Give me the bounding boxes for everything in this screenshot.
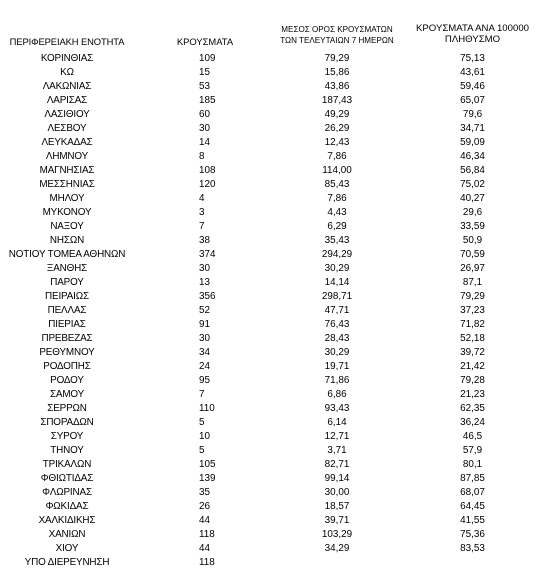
table-row [0, 388, 554, 402]
seven-day-average-cell: 93,43 [324, 403, 350, 414]
seven-day-average-cell: 4,43 [327, 207, 347, 218]
per-100000-cell: 79,6 [462, 109, 483, 120]
cases-cell: 7 [199, 221, 205, 232]
region-cell: ΦΩΚΙΔΑΣ [45, 501, 89, 512]
cases-cell: 53 [199, 81, 210, 92]
region-cell: ΜΑΓΝΗΣΙΑΣ [39, 165, 95, 176]
per-100000-cell: 33,59 [460, 221, 485, 232]
seven-day-average-cell: 99,14 [324, 473, 350, 484]
seven-day-average-cell: 14,14 [324, 277, 350, 288]
region-cell: ΥΠΟ ΔΙΕΡΕΥΝΗΣΗ [24, 557, 110, 568]
region-cell: ΣΕΡΡΩΝ [47, 403, 87, 414]
seven-day-average-cell: 82,71 [324, 459, 350, 470]
table-body [0, 52, 554, 570]
cases-cell: 26 [199, 501, 210, 512]
header-seven-day-average [270, 24, 404, 46]
cases-cell: 374 [199, 249, 216, 260]
region-cell: ΛΗΜΝΟΥ [45, 151, 89, 162]
per-100000-cell: 68,07 [460, 487, 485, 498]
table-row [0, 136, 554, 150]
region-cell: ΠΕΛΛΑΣ [47, 305, 87, 316]
table-row [0, 122, 554, 136]
cases-cell: 109 [199, 53, 216, 64]
table-row [0, 234, 554, 248]
table-row [0, 192, 554, 206]
table-row [0, 346, 554, 360]
per-100000-cell: 71,82 [460, 319, 485, 330]
per-100000-cell: 83,53 [460, 543, 485, 554]
seven-day-average-cell: 30,29 [324, 347, 350, 358]
table-row [0, 528, 554, 542]
per-100000-cell: 46,34 [460, 151, 485, 162]
per-100000-cell: 75,13 [460, 53, 485, 64]
region-cell: ΛΑΣΙΘΙΟΥ [44, 109, 90, 120]
per-100000-cell: 29,6 [462, 207, 483, 218]
seven-day-average-cell: 47,71 [324, 305, 350, 316]
seven-day-average-cell: 298,71 [321, 291, 353, 302]
region-cell: ΦΘΙΩΤΙΔΑΣ [40, 473, 94, 484]
table-row [0, 178, 554, 192]
cases-cell: 118 [199, 557, 215, 568]
per-100000-cell: 57,9 [462, 445, 483, 456]
cases-cell: 35 [199, 487, 210, 498]
region-cell: ΠΙΕΡΙΑΣ [48, 319, 86, 330]
region-cell: ΠΑΡΟΥ [50, 277, 84, 288]
header-region: ΠΕΡΙΦΕΡΕΙΑΚΗ ΕΝΟΤΗΤΑ [9, 36, 125, 47]
seven-day-average-cell: 114,00 [322, 165, 352, 176]
seven-day-average-cell: 76,43 [324, 319, 350, 330]
cases-cell: 30 [199, 123, 210, 134]
region-cell: ΞΑΝΘΗΣ [46, 263, 88, 274]
header-cases-per-100000 [405, 23, 540, 45]
table-row [0, 206, 554, 220]
cases-cell: 44 [199, 515, 210, 526]
table-row [0, 66, 554, 80]
cases-cell: 10 [199, 431, 210, 442]
cases-cell: 24 [199, 361, 210, 372]
cases-cell: 110 [199, 403, 215, 414]
cases-cell: 13 [199, 277, 210, 288]
region-cell: ΛΑΡΙΣΑΣ [46, 95, 88, 106]
table-row [0, 374, 554, 388]
per-100000-cell: 50,9 [462, 235, 483, 246]
table-row [0, 360, 554, 374]
table-row [0, 108, 554, 122]
cases-cell: 7 [199, 389, 205, 400]
region-cell: ΚΩ [60, 67, 74, 78]
table-row [0, 94, 554, 108]
per-100000-cell: 52,18 [460, 333, 485, 344]
per-100000-cell: 79,28 [460, 375, 485, 386]
cases-cell: 15 [199, 67, 210, 78]
seven-day-average-cell: 294,29 [321, 249, 353, 260]
cases-cell: 30 [199, 263, 210, 274]
cases-cell: 120 [199, 179, 216, 190]
per-100000-cell: 75,02 [460, 179, 485, 190]
seven-day-average-cell: 6,86 [327, 389, 347, 400]
cases-cell: 5 [199, 417, 205, 428]
seven-day-average-cell: 28,43 [324, 333, 350, 344]
region-cell: ΣΠΟΡΑΔΩΝ [40, 417, 94, 428]
seven-day-average-cell: 6,29 [327, 221, 347, 232]
table-row [0, 52, 554, 66]
cases-cell: 108 [199, 165, 216, 176]
region-cell: ΛΑΚΩΝΙΑΣ [42, 81, 92, 92]
table-row [0, 164, 554, 178]
region-cell: ΠΡΕΒΕΖΑΣ [41, 333, 93, 344]
per-100000-cell: 21,42 [460, 361, 485, 372]
table-row [0, 150, 554, 164]
per-100000-cell: 62,35 [460, 403, 485, 414]
region-cell: ΜΗΛΟΥ [49, 193, 85, 204]
table-row [0, 486, 554, 500]
region-cell: ΡΟΔΟΥ [50, 375, 84, 386]
seven-day-average-cell: 6,14 [327, 417, 347, 428]
per-100000-cell: 37,23 [460, 305, 485, 316]
seven-day-average-cell: 15,86 [324, 67, 350, 78]
per-100000-cell: 56,84 [460, 165, 485, 176]
table-row [0, 500, 554, 514]
per-100000-cell: 26,97 [460, 263, 485, 274]
per-100000-cell: 87,1 [462, 277, 483, 288]
per-100000-cell: 21,23 [460, 389, 485, 400]
per-100000-cell: 40,27 [460, 193, 485, 204]
seven-day-average-cell: 85,43 [324, 179, 350, 190]
seven-day-average-cell: 71,86 [324, 375, 350, 386]
per-100000-cell: 36,24 [460, 417, 485, 428]
cases-cell: 8 [199, 151, 205, 162]
table-row [0, 290, 554, 304]
table-row [0, 220, 554, 234]
table-row [0, 556, 554, 570]
per-100000-cell: 43,61 [460, 67, 485, 78]
seven-day-average-cell: 35,43 [324, 235, 350, 246]
seven-day-average-cell: 30,29 [324, 263, 350, 274]
seven-day-average-cell: 30,00 [324, 487, 350, 498]
cases-cell: 38 [199, 235, 210, 246]
header-per-line2: ΠΛΗΘΥΣΜΟ [444, 34, 501, 45]
cases-cell: 139 [199, 473, 216, 484]
table-row [0, 402, 554, 416]
region-cell: ΜΕΣΣΗΝΙΑΣ [39, 179, 95, 190]
per-100000-cell: 64,45 [460, 501, 485, 512]
region-cell: ΤΗΝΟΥ [50, 445, 84, 456]
cases-cell: 4 [199, 193, 205, 204]
per-100000-cell: 80,1 [462, 459, 483, 470]
per-100000-cell: 75,36 [460, 529, 485, 540]
seven-day-average-cell: 7,86 [327, 193, 347, 204]
region-cell: ΦΛΩΡΙΝΑΣ [42, 487, 92, 498]
seven-day-average-cell: 49,29 [324, 109, 350, 120]
table-row [0, 304, 554, 318]
cases-cell: 52 [199, 305, 210, 316]
seven-day-average-cell: 12,43 [324, 137, 350, 148]
region-cell: ΠΕΙΡΑΙΩΣ [45, 291, 89, 302]
region-cell: ΝΑΞΟΥ [50, 221, 84, 232]
per-100000-cell: 34,71 [460, 123, 485, 134]
region-cell: ΧΑΛΚΙΔΙΚΗΣ [38, 515, 96, 526]
per-100000-cell: 87,85 [460, 473, 485, 484]
table-row [0, 458, 554, 472]
per-100000-cell: 79,29 [460, 291, 485, 302]
seven-day-average-cell: 7,86 [327, 151, 347, 162]
seven-day-average-cell: 12,71 [324, 431, 350, 442]
cases-cell: 3 [199, 207, 205, 218]
seven-day-average-cell: 3,71 [327, 445, 347, 456]
region-cell: ΜΥΚΟΝΟΥ [42, 207, 92, 218]
region-cell: ΡΕΘΥΜΝΟΥ [39, 347, 95, 358]
seven-day-average-cell: 187,43 [321, 95, 353, 106]
cases-cell: 356 [199, 291, 216, 302]
cases-cell: 185 [199, 95, 216, 106]
seven-day-average-cell: 26,29 [324, 123, 350, 134]
cases-cell: 30 [199, 333, 210, 344]
table-row [0, 444, 554, 458]
cases-cell: 5 [199, 445, 205, 456]
region-cell: ΝΟΤΙΟΥ ΤΟΜΕΑ ΑΘΗΝΩΝ [8, 249, 126, 260]
region-cell: ΤΡΙΚΑΛΩΝ [42, 459, 92, 470]
table-row [0, 276, 554, 290]
region-cell: ΡΟΔΟΠΗΣ [43, 361, 91, 372]
per-100000-cell: 59,09 [460, 137, 485, 148]
region-cell: ΣΥΡΟΥ [50, 431, 84, 442]
cases-cell: 44 [199, 543, 210, 554]
region-cell: ΛΕΣΒΟΥ [47, 123, 87, 134]
table-row [0, 514, 554, 528]
table-row [0, 542, 554, 556]
cases-cell: 14 [199, 137, 210, 148]
per-100000-cell: 39,72 [460, 347, 485, 358]
cases-cell: 34 [199, 347, 210, 358]
per-100000-cell: 70,59 [460, 249, 485, 260]
table-row [0, 472, 554, 486]
cases-cell: 60 [199, 109, 210, 120]
region-cell: ΧΙΟΥ [55, 543, 79, 554]
cases-cell: 105 [199, 459, 216, 470]
cases-cell: 91 [199, 319, 210, 330]
header-cases: ΚΡΟΥΣΜΑΤΑ [176, 36, 234, 47]
per-100000-cell: 65,07 [460, 95, 485, 106]
table-row [0, 248, 554, 262]
table-row [0, 332, 554, 346]
region-cell: ΛΕΥΚΑΔΑΣ [41, 137, 93, 148]
table-row [0, 416, 554, 430]
table-row [0, 262, 554, 276]
header-avg-line1: ΜΕΣΟΣ ΟΡΟΣ ΚΡΟΥΣΜΑΤΩΝ [281, 25, 393, 34]
seven-day-average-cell: 79,29 [324, 53, 350, 64]
per-100000-cell: 46,5 [462, 431, 483, 442]
region-cell: ΝΗΣΩΝ [49, 235, 85, 246]
region-cell: ΧΑΝΙΩΝ [48, 529, 86, 540]
seven-day-average-cell: 43,86 [324, 81, 350, 92]
seven-day-average-cell: 34,29 [324, 543, 350, 554]
per-100000-cell: 59,46 [460, 81, 485, 92]
header-per-line1: ΚΡΟΥΣΜΑΤΑ ΑΝΑ 100000 [416, 23, 529, 34]
cases-cell: 118 [199, 529, 215, 540]
seven-day-average-cell: 39,71 [324, 515, 350, 526]
table-row [0, 430, 554, 444]
seven-day-average-cell: 19,71 [324, 361, 350, 372]
region-cell: ΚΟΡΙΝΘΙΑΣ [40, 53, 94, 64]
region-cell: ΣΑΜΟΥ [49, 389, 85, 400]
cases-cell: 95 [199, 375, 210, 386]
seven-day-average-cell: 18,57 [324, 501, 350, 512]
header-avg-line2: ΤΩΝ ΤΕΛΕΥΤΑΙΩΝ 7 ΗΜΕΡΩΝ [280, 36, 394, 45]
table-row [0, 318, 554, 332]
per-100000-cell: 41,55 [460, 515, 485, 526]
table-row [0, 80, 554, 94]
seven-day-average-cell: 103,29 [321, 529, 353, 540]
